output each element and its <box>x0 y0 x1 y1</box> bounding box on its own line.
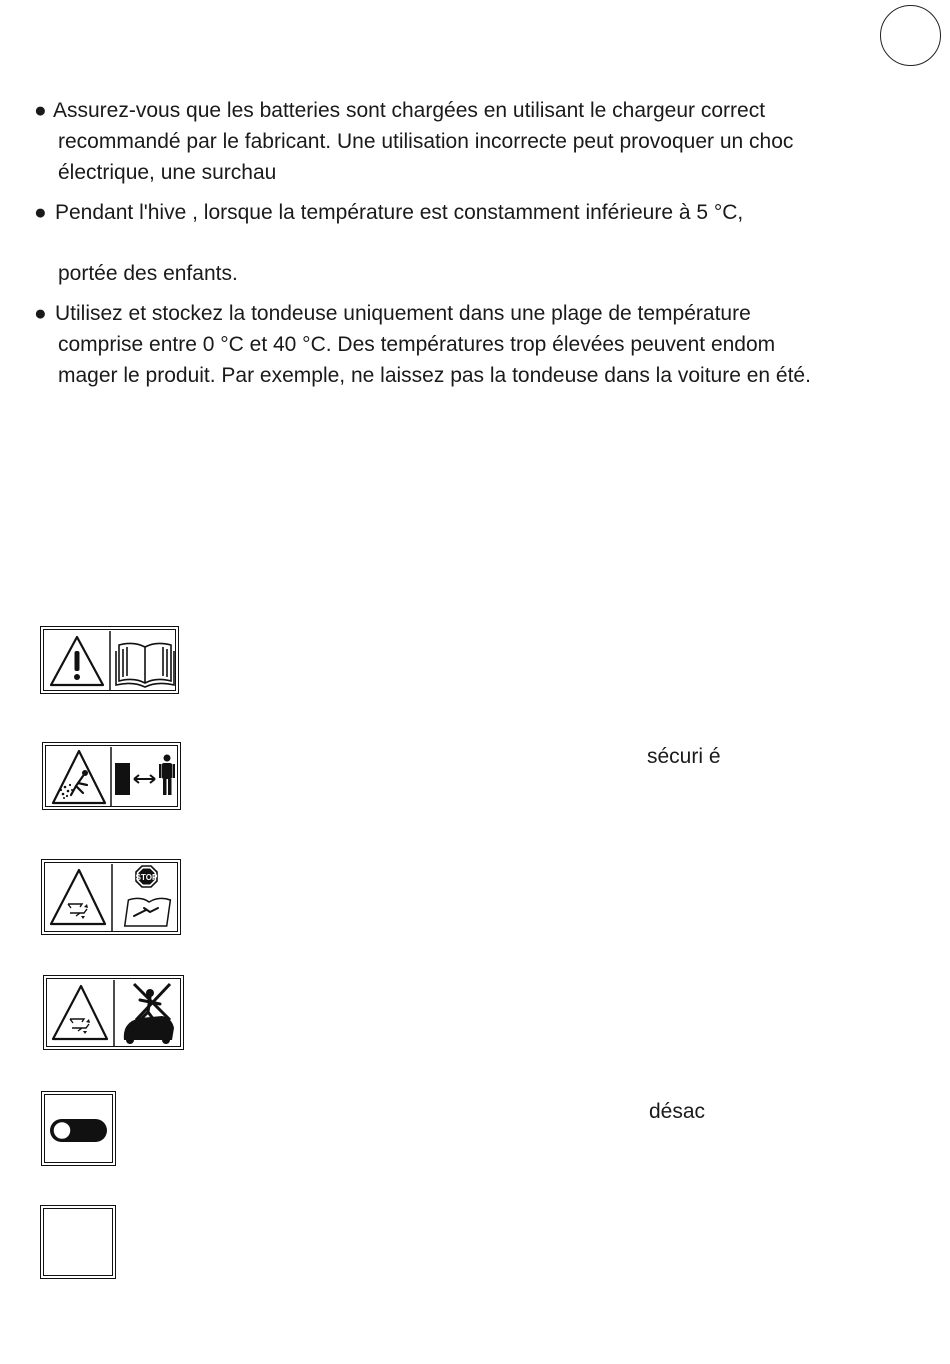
symbol-side-text: désac <box>649 1100 706 1123</box>
text-line: portée des enfants. <box>58 262 238 285</box>
text-line: Pendant l'hive , lorsque la température est constamment inférieure à 5 °C, <box>55 201 744 224</box>
blade-warning-icon <box>53 986 107 1039</box>
symbol-side-text: sécuri é <box>647 745 721 768</box>
no-riding-icon <box>124 984 174 1044</box>
empty-symbol-box <box>40 1205 116 1279</box>
bullet-dot: ● <box>34 201 47 224</box>
symbol-no-riding <box>43 975 184 1050</box>
svg-text:STOP: STOP <box>135 873 158 882</box>
manual-book-icon <box>116 643 174 687</box>
text-line: mager le produit. Par exemple, ne laissez pas la tondeuse dans la voiture en été. <box>58 364 811 387</box>
warning-triangle-icon <box>51 637 103 685</box>
text-line: Utilisez et stockez la tondeuse uniquement dans une plage de température <box>55 302 751 325</box>
text-line: électrique, une surchau <box>58 161 277 184</box>
stop-manual-icon <box>125 866 171 926</box>
text-line: comprise entre 0 °C et 40 °C. Des températures trop élevées peuvent endom <box>58 333 776 356</box>
safe-distance-icon <box>115 755 175 796</box>
page-number-circle <box>880 5 941 66</box>
symbol-keep-distance <box>42 742 181 810</box>
text-line: Assurez-vous que les batteries sont chargées en utilisant le chargeur correct <box>53 99 766 122</box>
symbol-read-manual <box>40 626 179 694</box>
blade-warning-icon <box>51 870 105 924</box>
toggle-switch-icon <box>50 1119 107 1142</box>
symbol-stop-before-maintenance <box>41 859 181 935</box>
thrown-object-warning-icon <box>53 751 105 803</box>
bullet-dot: ● <box>34 302 47 325</box>
text-line: recommandé par le fabricant. Une utilisation incorrecte peut provoquer un choc <box>58 130 794 153</box>
bullet-dot: ● <box>34 99 47 122</box>
symbol-toggle-switch <box>41 1091 116 1166</box>
